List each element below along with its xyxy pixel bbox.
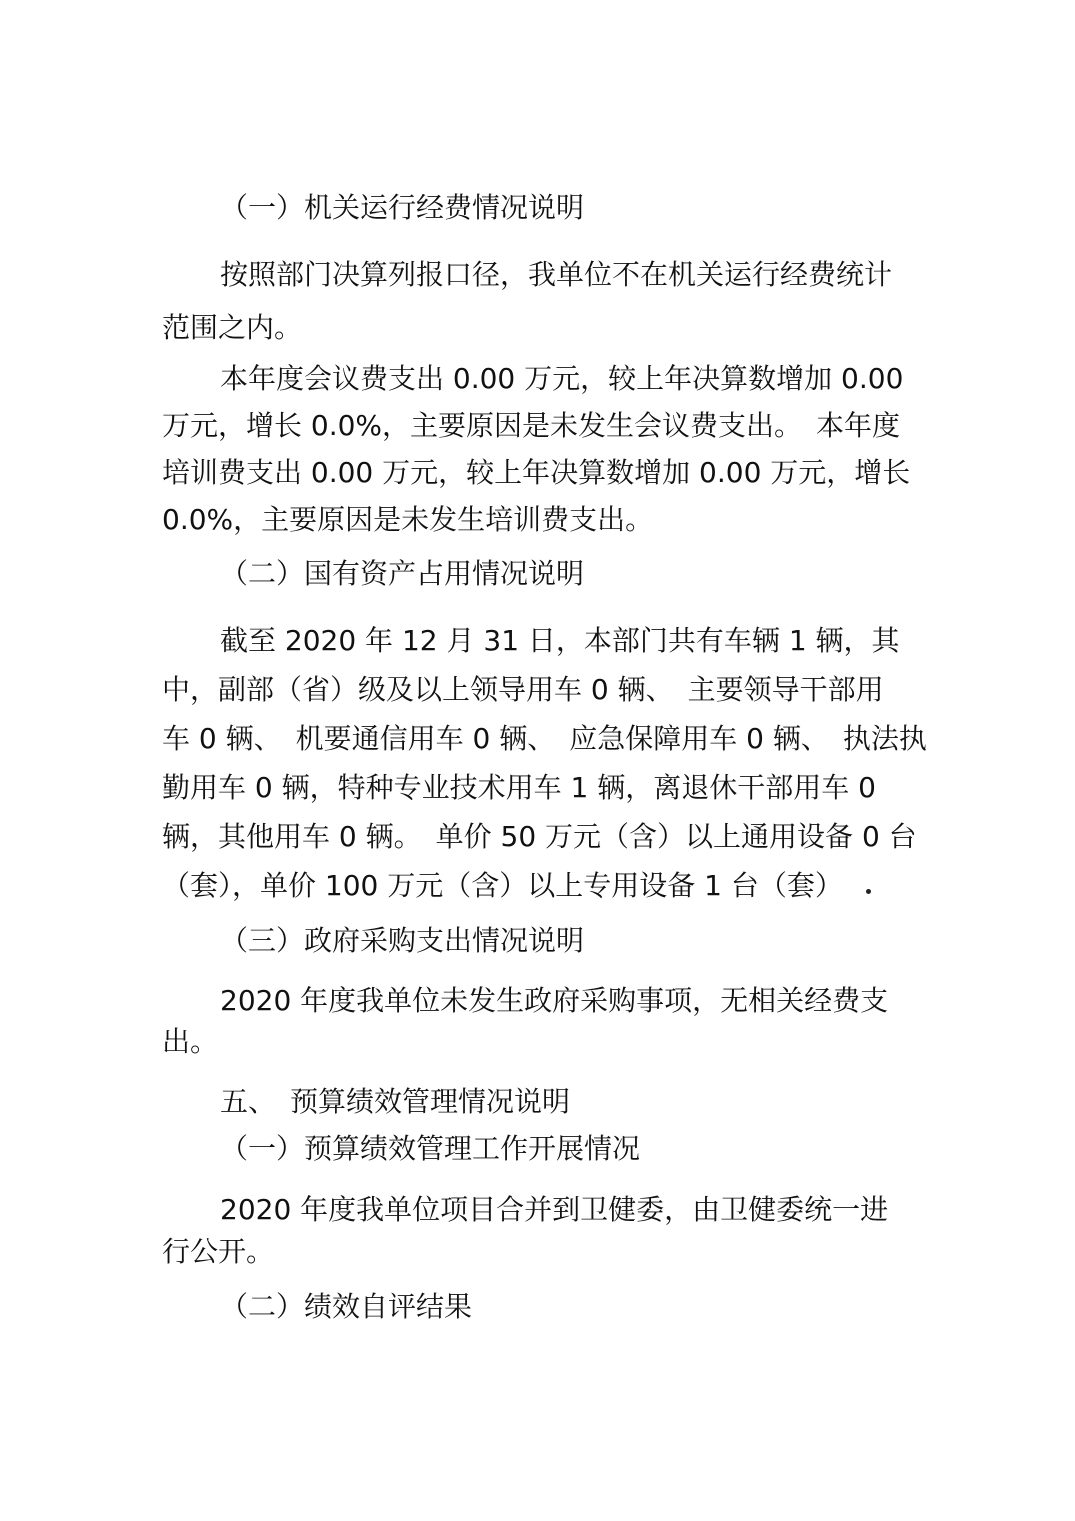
- paragraph-line: 2020 年度我单位项目合并到卫健委，由卫健委统一进: [220, 1193, 889, 1226]
- paragraph-line: 万元，增长 0.0%，主要原因是未发生会议费支出。 本年度: [162, 409, 901, 442]
- period-mark: [866, 889, 871, 894]
- paragraph-line: 出。: [162, 1025, 219, 1058]
- paragraph-line: 按照部门决算列报口径，我单位不在机关运行经费统计: [220, 258, 893, 291]
- paragraph-line: 中，副部（省）级及以上领导用车 0 辆、 主要领导干部用: [162, 673, 884, 706]
- paragraph-line: 勤用车 0 辆，特种专业技术用车 1 辆，离退休干部用车 0: [162, 771, 876, 804]
- section-heading-performance: 五、 预算绩效管理情况说明: [220, 1085, 571, 1118]
- paragraph-line: 范围之内。: [162, 311, 303, 344]
- paragraph-line: 本年度会议费支出 0.00 万元，较上年决算数增加 0.00: [220, 362, 904, 395]
- paragraph-line: 培训费支出 0.00 万元，较上年决算数增加 0.00 万元，增长: [162, 456, 911, 489]
- paragraph-line: 0.0%，主要原因是未发生培训费支出。: [162, 503, 654, 536]
- section-heading-state-assets: （二）国有资产占用情况说明: [220, 557, 585, 590]
- section-heading-operating-funds: （一）机关运行经费情况说明: [220, 191, 585, 224]
- paragraph-line: （套），单价 100 万元（含）以上专用设备 1 台（套）: [162, 869, 843, 902]
- paragraph-line: 2020 年度我单位未发生政府采购事项，无相关经费支: [220, 984, 889, 1017]
- paragraph-line: 截至 2020 年 12 月 31 日，本部门共有车辆 1 辆，其: [220, 624, 900, 657]
- section-heading-performance-work: （一）预算绩效管理工作开展情况: [220, 1132, 641, 1165]
- paragraph-line: 辆，其他用车 0 辆。 单价 50 万元（含）以上通用设备 0 台: [162, 820, 917, 853]
- section-heading-procurement: （三）政府采购支出情况说明: [220, 924, 585, 957]
- paragraph-line: 行公开。: [162, 1235, 275, 1268]
- section-heading-self-evaluation: （二）绩效自评结果: [220, 1290, 473, 1323]
- paragraph-line: 车 0 辆、 机要通信用车 0 辆、 应急保障用车 0 辆、 执法执: [162, 722, 927, 755]
